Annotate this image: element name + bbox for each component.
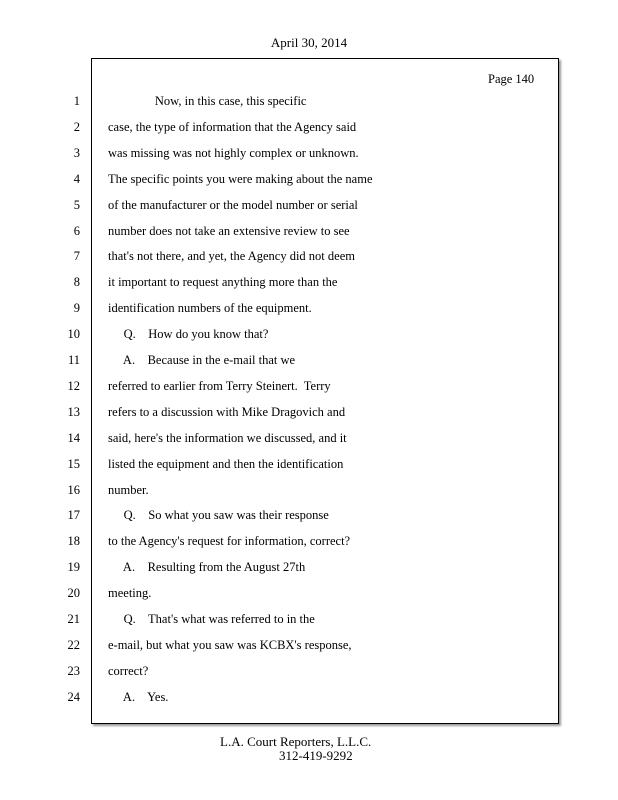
line-text: Q. That's what was referred to in the <box>108 612 315 626</box>
transcript-line <box>0 120 618 136</box>
line-number: 20 <box>67 586 80 601</box>
transcript-line <box>0 172 618 188</box>
line-text: e-mail, but what you saw was KCBX's response, <box>108 637 352 652</box>
line-text: A. Yes. <box>108 689 169 704</box>
line-text: that's not there, and yet, the Agency did not deem <box>108 249 355 264</box>
page-number: Page 140 <box>488 72 535 86</box>
line-number: 13 <box>67 404 80 419</box>
transcript-line <box>0 483 618 499</box>
line-text: A. Because in the e-mail that we <box>108 353 296 367</box>
line-number: 5 <box>73 197 80 212</box>
line-number: 6 <box>73 223 80 238</box>
line-number: 15 <box>67 456 80 471</box>
transcript-line <box>0 94 618 110</box>
line-text: to the Agency's request for information, correct? <box>108 534 351 549</box>
transcript-line <box>0 534 618 550</box>
line-number: 7 <box>73 249 80 264</box>
line-text: was missing was not highly complex or unknown. <box>108 145 359 160</box>
line-number: 19 <box>67 560 80 575</box>
transcript-line <box>0 353 618 369</box>
line-text: said, here's the information we discussed, and it <box>108 430 347 445</box>
line-number: 16 <box>67 482 80 497</box>
line-number: 2 <box>73 119 80 134</box>
line-number: 1 <box>73 94 80 108</box>
transcript-date: April 30, 2014 <box>270 35 348 50</box>
line-text: of the manufacturer or the model number or serial <box>108 197 358 212</box>
transcript-line <box>0 224 618 240</box>
reporter-phone: 312-419-9292 <box>279 748 353 763</box>
transcript-line <box>0 586 618 602</box>
transcript-line <box>0 457 618 473</box>
line-number: 14 <box>67 430 80 445</box>
line-text: identification numbers of the equipment. <box>108 301 312 316</box>
transcript-line <box>0 508 618 524</box>
transcript-line <box>0 560 618 576</box>
line-number: 3 <box>73 145 80 160</box>
transcript-line <box>0 249 618 265</box>
line-text: referred to earlier from Terry Steinert. Terry <box>108 378 331 393</box>
line-text: number does not take an extensive review to see <box>108 223 350 238</box>
line-text: meeting. <box>108 586 152 601</box>
line-number: 8 <box>73 275 80 290</box>
line-text: number. <box>108 482 149 497</box>
line-text: it important to request anything more than the <box>108 275 338 290</box>
transcript-line <box>0 431 618 447</box>
transcript-line <box>0 664 618 680</box>
reporter-company: L.A. Court Reporters, L.L.C. <box>220 734 372 749</box>
line-number: 11 <box>67 353 80 367</box>
transcript-line <box>0 327 618 343</box>
line-text: listed the equipment and then the identification <box>108 456 344 471</box>
line-text: correct? <box>108 663 149 678</box>
transcript-line <box>0 301 618 317</box>
transcript-line <box>0 690 618 706</box>
line-text: Q. How do you know that? <box>108 327 269 342</box>
line-number: 4 <box>73 171 80 186</box>
transcript-line <box>0 275 618 291</box>
line-number: 10 <box>67 327 80 342</box>
transcript-line <box>0 198 618 214</box>
line-number: 24 <box>67 689 80 704</box>
line-number: 12 <box>67 378 80 393</box>
line-number: 21 <box>67 612 80 626</box>
line-number: 22 <box>67 637 80 652</box>
line-text: A. Resulting from the August 27th <box>108 560 306 575</box>
transcript-line <box>0 146 618 162</box>
line-text: Now, in this case, this specific <box>108 94 307 108</box>
line-number: 17 <box>67 508 80 523</box>
transcript-line <box>0 379 618 395</box>
line-number: 9 <box>73 301 80 316</box>
line-text: refers to a discussion with Mike Dragovich and <box>108 404 346 419</box>
line-text: case, the type of information that the Agency said <box>108 119 357 134</box>
line-number: 18 <box>67 534 80 549</box>
line-text: The specific points you were making about the name <box>108 171 373 186</box>
line-number: 23 <box>67 663 80 678</box>
transcript-line <box>0 405 618 421</box>
transcript-line <box>0 638 618 654</box>
line-text: Q. So what you saw was their response <box>108 508 329 523</box>
transcript-line <box>0 612 618 628</box>
